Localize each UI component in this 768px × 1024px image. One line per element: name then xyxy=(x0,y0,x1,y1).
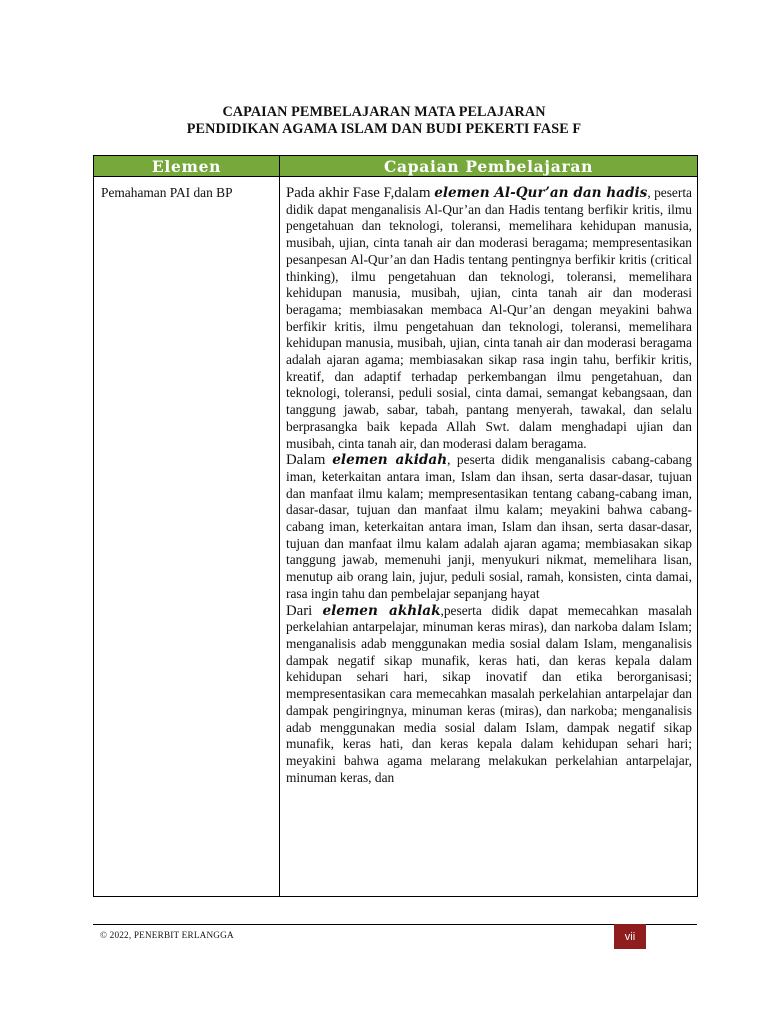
paragraph-lead: Pada akhir Fase F,dalam xyxy=(286,185,435,201)
element-term: elemen akhlak xyxy=(322,602,441,619)
element-term: elemen akidah xyxy=(332,452,448,469)
document-title xyxy=(0,104,768,138)
footer-divider xyxy=(93,924,697,925)
paragraph-text: , peserta didik dapat menganalisis Al-Qur’an dan Hadis tentang berfikir kritis, ilmu pengetahuan dan teknologi, toleransi, memelihara kehidupan manusia, musibah, ujian, cinta tanah air dan moderasi beragama; mempresentasikan pesanpesan Al-Qur’an dan Hadis tentang pentingnya berfikir kritis (critical thinking), ilmu pengetahuan dan teknologi, toleransi, memelihara kehidupan manusia, musibah, ujian, cinta tanah air dan moderasi beragama; membiasakan membaca Al-Qur’an dengan meyakini bahwa berfikir kritis, ilmu pengetahuan dan teknologi, toleransi, memelihara kehidupan manusia, musibah, ujian, cinta tanah air dan moderasi beragama adalah ajaran agama; membiasakan sikap rasa ingin tahu, berfikir kritis, kreatif, dan adaptif terhadap perkembangan ilmu pengetahuan, dan teknologi, toleransi, peduli sosial, cinta damai, semangat kebangsaan, dan tanggung jawab, sabar, tabah, pantang menyerah, tawakal, dan selalu berprasangka baik kepada Allah Swt. dalam menghadapi ujian dan musibah, cinta tanah air, dan moderasi dalam beragama. xyxy=(286,185,692,451)
paragraph-text: ,peserta didik dapat memecahkan masalah perkelahian antarpelajar, minuman keras miras), dan narkoba dalam Islam; menganalisis adab menggunakan media sosial dalam Islam, menganalisis dampak negatif sikap munafik, keras hati, dan keras kepala dalam kehidupan sehari hari, sikap inovatif dan etika berorganisasi; mempresentasikan cara memecahkan masalah perkelahian antarpelajar dan dampak pengiringnya, minuman keras (miras), dan narkoba; menganalisis adab menggunakan media sosial dalam Islam, dampak negatif sikap munafik, keras hati, dan keras kepala dalam kehidupan sehari hari; meyakini bahwa agama melarang melakukan perkelahian antarpelajar, minuman keras, dan xyxy=(286,602,692,785)
title-line-1: CAPAIAN PEMBELAJARAN MATA PELAJARAN xyxy=(222,104,546,120)
paragraph-akhlak xyxy=(286,603,692,787)
title-line-2: PENDIDIKAN AGAMA ISLAM DAN BUDI PEKERTI FASE F xyxy=(186,121,582,137)
paragraph-lead: Dalam xyxy=(286,452,333,469)
capaian-table xyxy=(93,155,698,897)
header-elemen: Elemen xyxy=(94,156,280,177)
capaian-cell xyxy=(280,177,698,897)
paragraph-alquran-hadis xyxy=(286,185,692,452)
footer-copyright: © 2022, PENERBIT ERLANGGA xyxy=(100,930,234,940)
paragraph-lead: Dari xyxy=(286,602,323,619)
header-capaian: Capaian Pembelajaran xyxy=(280,156,698,177)
page-number-badge: vii xyxy=(614,924,646,949)
element-term: elemen Al-Qur’an dan hadis xyxy=(434,185,648,201)
table-row xyxy=(94,177,698,897)
paragraph-akidah xyxy=(286,452,692,602)
element-cell: Pemahaman PAI dan BP xyxy=(94,177,280,897)
paragraph-text: , peserta didik menganalisis cabang-cabang iman, keterkaitan antara iman, Islam dan ihsan, serta dasar-dasar, tujuan dan manfaat ilmu kalam; mempresentasikan tentang cabang-cabang iman, dasar-dasar, tujuan dan manfaat ilmu kalam; meyakini bahwa cabang-cabang iman, keterkaitan antara iman, Islam dan ihsan, serta dasar-dasar, tujuan dan manfaat ilmu kalam adalah ajaran agama; membiasakan sikap tanggung jawab, memenuhi janji, menyukuri nikmat, memelihara lisan, menutup aib orang lain, jujur, peduli sosial, ramah, konsisten, cinta damai, rasa ingin tahu dan pembelajar sepanjang hayat xyxy=(286,452,692,601)
table-header-row xyxy=(94,156,698,177)
